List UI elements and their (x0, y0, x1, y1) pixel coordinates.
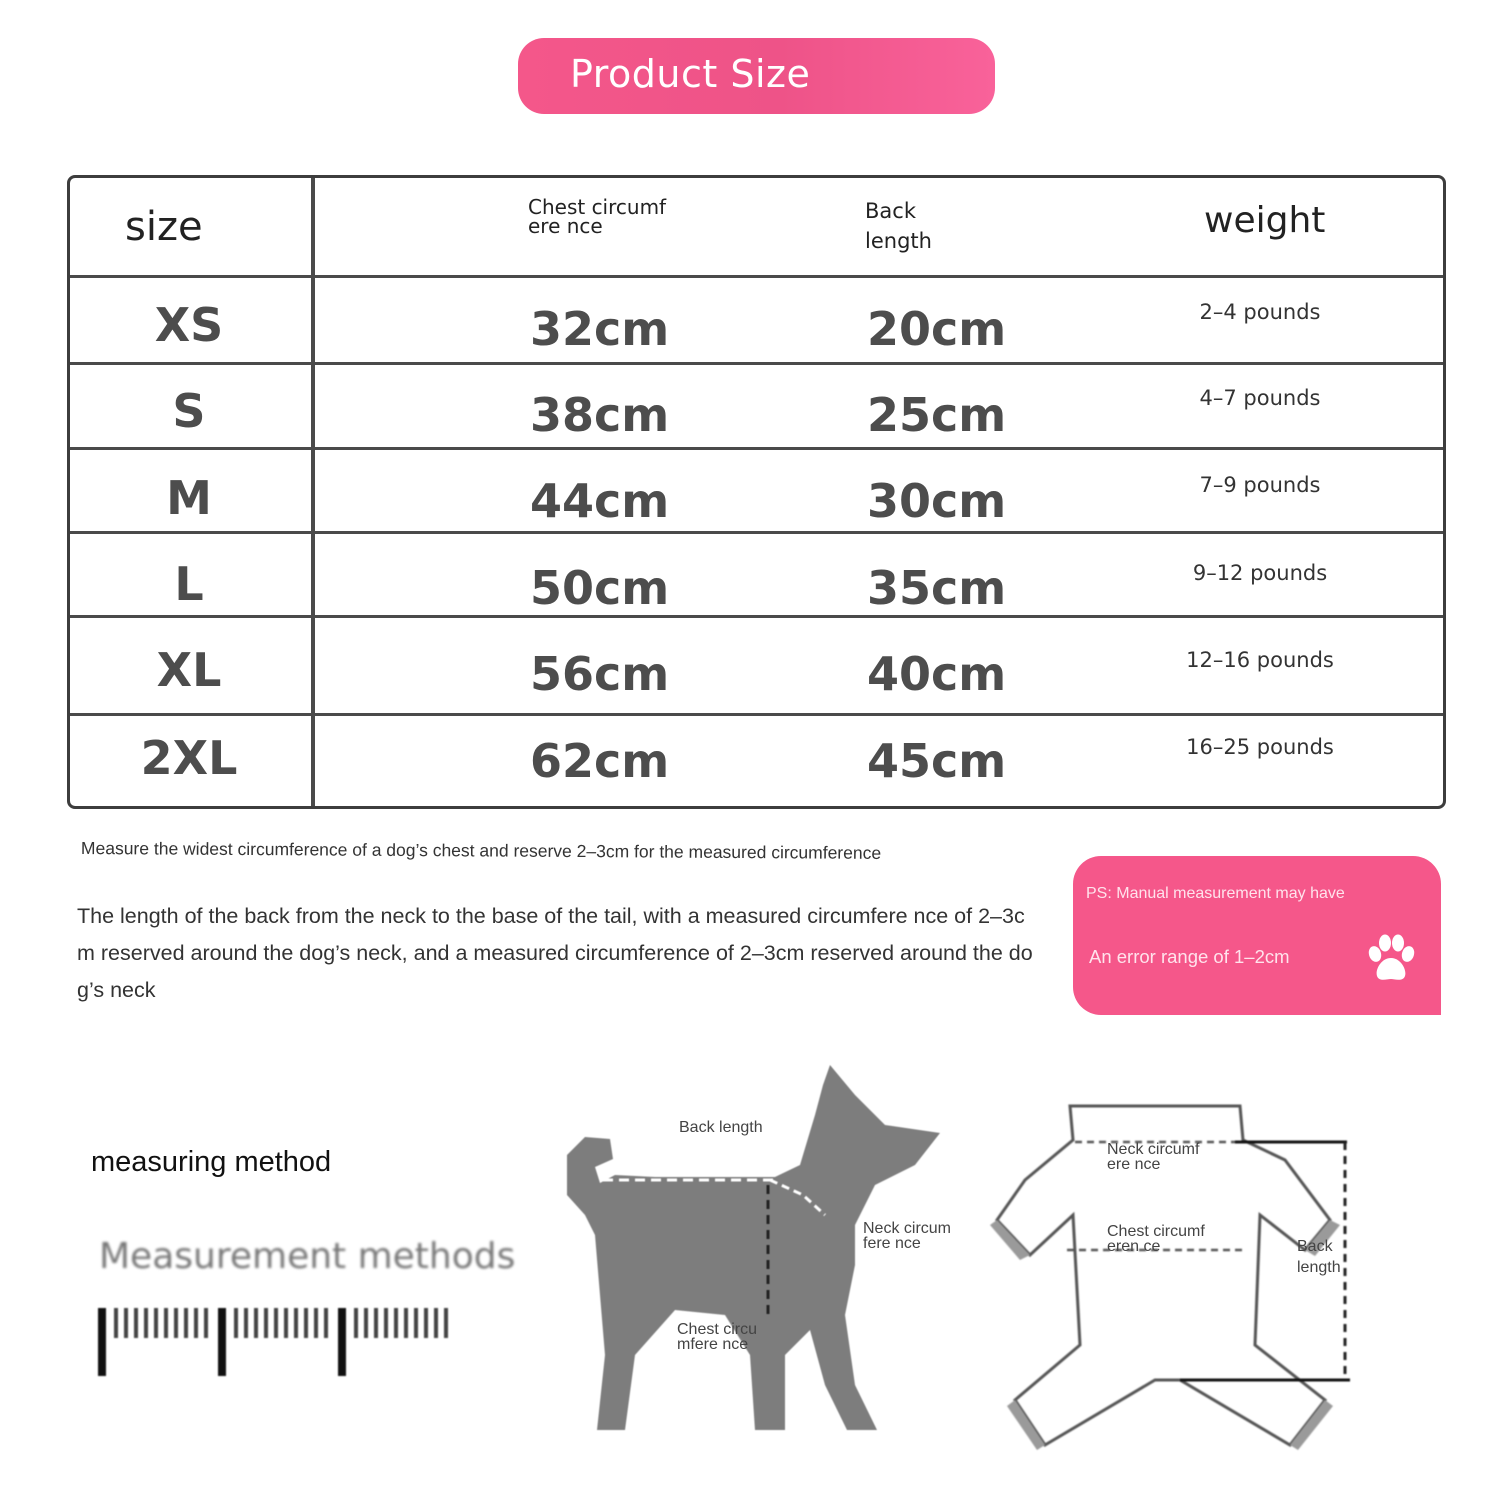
row-size: M (166, 471, 212, 525)
row-divider (70, 275, 1443, 278)
measuring-method-title: measuring method (91, 1146, 332, 1178)
paw-icon (1363, 932, 1419, 988)
row-chest: 38cm (530, 388, 670, 442)
ruler-icon (96, 1304, 456, 1384)
ps-note-box (1073, 856, 1441, 1015)
banner-title: Product Size (570, 52, 811, 96)
header-size: size (125, 204, 203, 250)
row-divider (70, 615, 1443, 618)
garment-chest-label: Chest circumferen ce (1107, 1223, 1205, 1255)
row-size: XS (154, 298, 224, 352)
product-size-banner (518, 38, 995, 114)
row-weight: 16–25 pounds (1186, 735, 1334, 759)
row-size: 2XL (140, 731, 238, 785)
row-weight: 4–7 pounds (1199, 386, 1321, 410)
row-back: 25cm (867, 388, 1007, 442)
row-size: L (174, 557, 204, 611)
row-weight: 7–9 pounds (1199, 473, 1321, 497)
header-weight: weight (1204, 200, 1326, 241)
row-chest: 62cm (530, 734, 670, 788)
row-divider (70, 447, 1443, 450)
row-chest: 56cm (530, 647, 670, 701)
row-chest: 32cm (530, 302, 670, 356)
row-weight: 9–12 pounds (1192, 561, 1328, 585)
row-weight: 2–4 pounds (1199, 300, 1321, 324)
size-table (67, 175, 1446, 809)
row-back: 40cm (867, 647, 1007, 701)
dog-chest-label: Chest circumfere nce (677, 1321, 758, 1353)
ps-line-1: PS: Manual measurement may have (1086, 885, 1345, 902)
column-divider (311, 178, 315, 806)
row-size: XL (156, 643, 222, 697)
row-back: 45cm (867, 734, 1007, 788)
garment-back-length-label: Back length (1297, 1238, 1341, 1276)
row-divider (70, 531, 1443, 534)
back-measure-note: The length of the back from the neck to the base of the tail, with a measured circumfere nce of 2–3cm reserved around the dog’s neck, and a measured circumference of 2–3cm reserved around the dog’s neck (77, 904, 1033, 1002)
header-back-length: Back length (865, 199, 932, 253)
row-divider (70, 713, 1443, 716)
dog-back-length-label: Back length (679, 1119, 763, 1136)
row-divider (70, 362, 1443, 365)
ps-line-2: An error range of 1–2cm (1089, 946, 1290, 967)
row-back: 35cm (867, 561, 1007, 615)
row-chest: 44cm (530, 474, 670, 528)
row-back: 30cm (867, 474, 1007, 528)
measurement-methods-subtitle: Measurement methods (99, 1236, 516, 1277)
dog-neck-label: Neck circumfere nce (863, 1220, 952, 1252)
row-chest: 50cm (530, 561, 670, 615)
chest-measure-note: Measure the widest circumference of a dog’s chest and reserve 2–3cm for the measured circumference (80, 838, 882, 863)
header-chest-circumference: Chest circumfere nce (528, 195, 667, 238)
garment-neck-label: Neck circumfere nce (1107, 1141, 1200, 1173)
row-size: S (172, 384, 206, 438)
row-weight: 12–16 pounds (1186, 648, 1334, 672)
row-back: 20cm (867, 302, 1007, 356)
